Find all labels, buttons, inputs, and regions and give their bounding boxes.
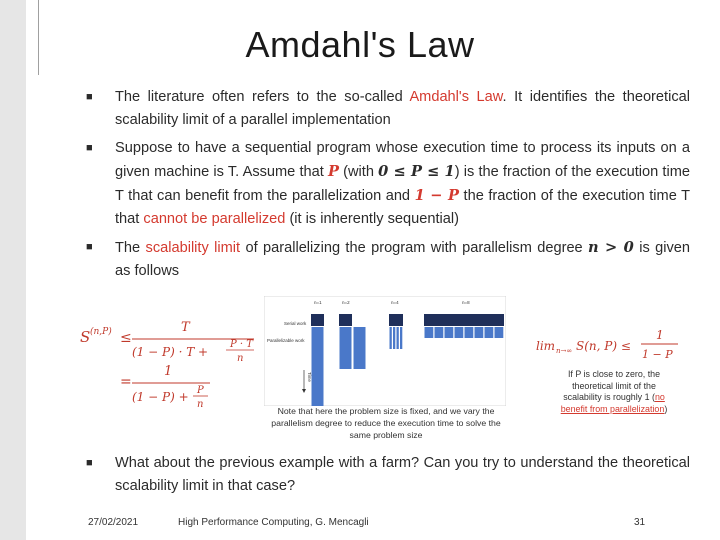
- formula-den2-frac-num: P: [197, 385, 204, 396]
- limit-note-end: ): [664, 403, 668, 414]
- bullet-text-part: The: [115, 240, 146, 256]
- limit-den: 1 − P: [642, 348, 673, 361]
- footer-course: High Performance Computing, G. Mencagli: [178, 517, 369, 528]
- figure-time-label: Time: [307, 372, 312, 382]
- formula-lhs-sup: (n,P): [90, 327, 112, 337]
- parallel-work-block: [312, 327, 324, 406]
- bullet-text-part: (it is inherently sequential): [285, 211, 459, 227]
- formula-den1-frac-num: P · T: [230, 339, 253, 350]
- formula-den2-frac-den: n: [197, 399, 204, 410]
- bullet-text-part: 1 − P: [414, 187, 460, 204]
- bullet-text-part: ) is the fraction of the execution time T that can benefit from the parallelization and: [115, 164, 691, 204]
- formula-eq: =: [120, 374, 132, 390]
- figure-label-parallel: Parallelizable work: [267, 338, 305, 343]
- bullet-text-part: Suppose to have a sequential program whose execution time to process its inputs on a given machine is T. Assume that: [115, 140, 690, 180]
- bullet-text-part: 0 ≤ P ≤ 1: [378, 163, 455, 180]
- parallel-work-block: [390, 327, 392, 349]
- figure-header-n1: n=1: [314, 300, 322, 305]
- formula-le: ≤: [120, 330, 132, 346]
- bullet-text-part: the fraction of the execution time T that: [115, 188, 690, 227]
- limit-note: [552, 369, 676, 415]
- bullet-text-part: of parallelizing the program with parallelism degree: [240, 240, 589, 256]
- serial-work-block: [311, 314, 324, 326]
- parallel-work-block: [495, 327, 504, 338]
- formula-lhs: S: [80, 328, 91, 346]
- bullet-text-part: cannot be parallelized: [143, 211, 286, 227]
- footer-date: 27/02/2021: [88, 517, 139, 528]
- bullet-text-part: scalability limit: [145, 240, 241, 256]
- bullet-text-part: (with: [338, 164, 379, 180]
- bullet-text-part: is given as follows: [115, 240, 690, 279]
- bullet-marker: ■: [86, 91, 93, 103]
- limit-sub: n→∞: [556, 347, 573, 355]
- serial-work-block: [339, 314, 352, 326]
- formula-num1: T: [181, 320, 190, 335]
- parallel-work-block: [465, 327, 474, 338]
- figure-header-n4: n=4: [391, 300, 399, 305]
- bullet-item: [84, 137, 690, 231]
- parallel-work-block: [397, 327, 399, 349]
- side-decoration-bar: [0, 0, 26, 540]
- formula-den2-a: (1 − P) +: [132, 390, 189, 404]
- serial-work-block: [424, 314, 504, 326]
- bullet-text-part: n > 0: [588, 239, 634, 256]
- bullet-item: [84, 236, 690, 283]
- limit-formula: [532, 326, 686, 366]
- parallel-work-block: [445, 327, 454, 338]
- bullet-item: [84, 86, 690, 132]
- parallel-work-block: [340, 327, 352, 369]
- limit-note-link[interactable]: no benefit from parallelization: [560, 392, 665, 414]
- figure-frame: [264, 296, 506, 406]
- figure-header-n8: n=8: [462, 300, 470, 305]
- bullet-text-part: P: [328, 163, 339, 180]
- bullet-list: [84, 86, 690, 288]
- figure-label-serial: Serial work: [284, 321, 307, 326]
- serial-work-block: [389, 314, 403, 326]
- parallel-work-block: [475, 327, 484, 338]
- parallel-work-block: [435, 327, 444, 338]
- limit-num: 1: [656, 328, 664, 342]
- parallel-work-block: [485, 327, 494, 338]
- parallel-work-block: [354, 327, 366, 369]
- formula-num2: 1: [164, 364, 173, 379]
- amdahl-work-figure: [264, 296, 506, 406]
- limit-note-text: If P is close to zero, the theoretical limit of the scalability is roughly 1 (: [563, 369, 661, 402]
- parallel-work-block: [400, 327, 402, 349]
- formula-den1-a: (1 − P) · T +: [132, 345, 209, 359]
- parallel-work-block: [393, 327, 395, 349]
- figure-caption: Note that here the problem size is fixed, and we vary the parallelism degree to reduce the execution time to solve the same problem size: [271, 406, 501, 440]
- bullet-marker: ■: [86, 142, 93, 154]
- parallel-work-block: [455, 327, 464, 338]
- last-bullet: [84, 452, 690, 503]
- formula-den1-frac-den: n: [237, 353, 244, 364]
- footer-page-number: 31: [634, 517, 646, 528]
- bullet-text-part: The literature often refers to the so-called: [115, 89, 410, 105]
- bullet-text-part: Amdahl's Law: [409, 89, 503, 105]
- limit-lim: lim: [536, 339, 556, 353]
- bullet-marker: ■: [86, 241, 93, 253]
- speedup-formula: [80, 318, 256, 418]
- last-bullet-text: What about the previous example with a farm? Can you try to understand the theoretical scalability limit in that case?: [115, 455, 690, 494]
- figure-header-n2: n=2: [342, 300, 350, 305]
- parallel-work-block: [425, 327, 434, 338]
- bullet-marker: ■: [86, 457, 93, 469]
- limit-expr: S(n, P) ≤: [576, 339, 631, 353]
- bullet-text-part: . It identifies the theoretical scalability limit of a parallel implementation: [115, 89, 690, 128]
- slide-title: Amdahl's Law: [245, 24, 475, 65]
